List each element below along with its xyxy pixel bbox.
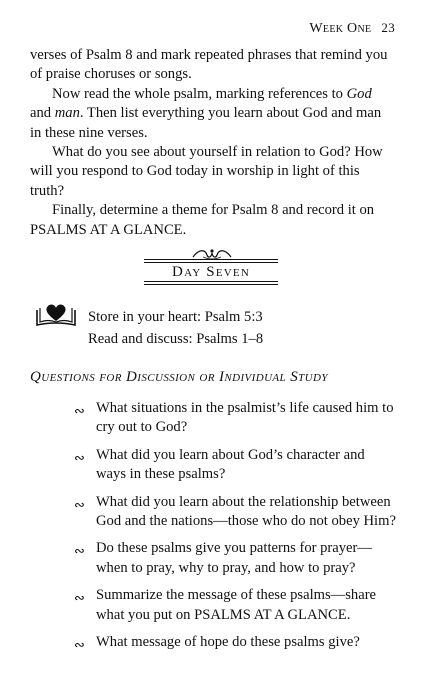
questions-title: Questions for Discussion or Individual Study	[30, 369, 328, 385]
swirl-bullet-icon: ∾	[74, 403, 85, 418]
question-text: What did you learn about God’s character and ways in these psalms?	[96, 446, 365, 483]
paragraph-1: verses of Psalm 8 and mark repeated phrases that remind you of praise choruses or songs.	[30, 47, 388, 83]
question-text: What message of hope do these psalms give?	[96, 634, 360, 651]
paragraph-2	[30, 85, 396, 143]
p2-text-a: Now read the whole psalm, marking references to	[52, 85, 347, 102]
paragraph-4: Finally, determine a theme for Psalm 8 and record it on PSALMS AT A GLANCE.	[30, 202, 375, 238]
questions-list	[74, 399, 398, 660]
question-text: What situations in the psalmist’s life caused him to cry out to God?	[96, 400, 394, 436]
question-item	[74, 586, 398, 625]
read-discuss-line: Read and discuss: Psalms 1–8	[88, 331, 264, 347]
heart-book-icon	[34, 301, 78, 329]
question-text: What did you learn about the relationship between God and the nations—those who do not obey Him?	[96, 493, 396, 530]
store-line: Store in your heart: Psalm 5:3	[88, 309, 263, 325]
page-number: 23	[381, 20, 395, 35]
swirl-bullet-icon: ∾	[74, 496, 85, 512]
p2-god: God	[346, 85, 372, 102]
running-header	[309, 20, 395, 37]
question-text: Do these psalms give you patterns for prayer—when to pray, why to pray, and how to pray?	[96, 540, 372, 576]
swirl-bullet-icon: ∾	[74, 590, 85, 606]
day-heading-box	[144, 259, 278, 285]
body-text	[30, 46, 396, 240]
question-item	[74, 399, 398, 438]
store-in-heart	[88, 306, 263, 350]
question-item	[74, 539, 398, 578]
question-item	[74, 493, 398, 532]
swirl-bullet-icon: ∾	[74, 543, 85, 559]
question-item	[74, 633, 398, 652]
day-heading: Day Seven	[172, 264, 250, 280]
swirl-bullet-icon: ∾	[74, 449, 85, 465]
question-item	[74, 446, 398, 485]
section-title: Week One	[309, 21, 372, 36]
p2-text-b: and	[30, 105, 55, 122]
question-text: Summarize the message of these psalms—share what you put on PSALMS AT A GLANCE.	[96, 587, 377, 623]
paragraph-3: What do you see about yourself in relation to God? How will you respond to God today in worship in light of this truth?	[30, 144, 383, 199]
p2-text-c: . Then list everything you learn about God and man in these nine verses.	[30, 105, 382, 141]
p2-man: man	[54, 105, 80, 122]
swirl-bullet-icon: ∾	[74, 637, 85, 653]
